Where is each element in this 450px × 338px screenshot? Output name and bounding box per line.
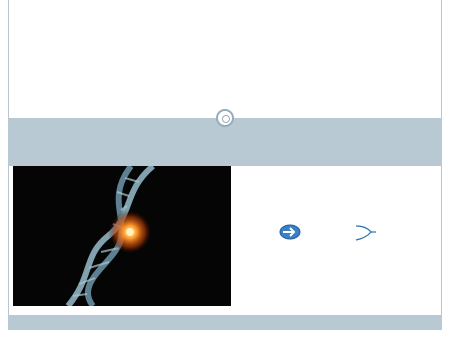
dna-helix-icon xyxy=(13,166,231,306)
transform-arrow-icon xyxy=(280,225,300,239)
bracket-line xyxy=(356,226,371,240)
dna-photo xyxy=(13,166,231,306)
mutation-diagram-svg xyxy=(231,166,427,306)
bottom-bar xyxy=(8,315,442,330)
divider-ring-icon xyxy=(216,109,234,127)
mutation-diagram xyxy=(231,166,427,306)
